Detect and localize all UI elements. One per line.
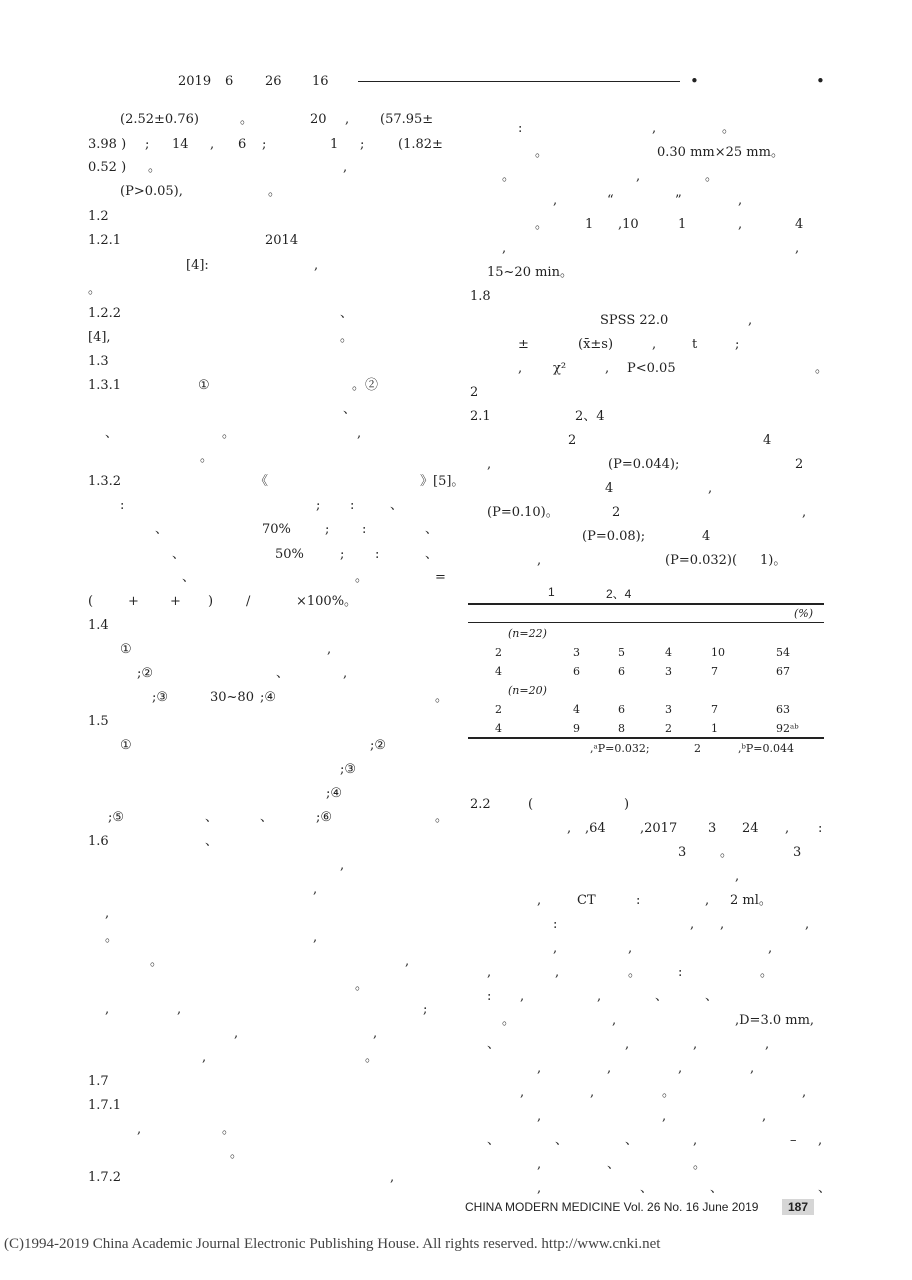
table-cell: 9 (573, 722, 580, 735)
text-fragment: 。 (535, 145, 549, 160)
text-fragment: 、 (205, 834, 219, 849)
text-fragment: : (518, 121, 523, 136)
text-fragment: , (502, 241, 507, 256)
text-fragment: 。 (760, 965, 774, 980)
text-fragment: , (234, 1026, 239, 1041)
text-fragment: , (628, 941, 633, 956)
text-fragment: ,D=3.0 mm, (735, 1013, 815, 1028)
text-fragment: 、 (182, 570, 196, 585)
text-fragment: 。 (502, 169, 516, 184)
text-fragment: ± (518, 337, 529, 352)
text-fragment: , (605, 361, 610, 376)
text-fragment: , (105, 906, 110, 921)
table-top-rule (468, 603, 824, 605)
table-row-label: 4 (495, 722, 502, 735)
text-fragment: , (518, 361, 523, 376)
text-fragment: 、 (105, 426, 119, 441)
text-fragment: 、 (425, 522, 439, 537)
text-fragment: 2 (795, 457, 804, 472)
text-fragment: SPSS 22.0 (600, 313, 669, 328)
copyright-line: (C)1994-2019 China Academic Journal Electronic Publishing House. All rights reserved. http://www.cnki.net (4, 1236, 661, 1252)
text-fragment: (2.52±0.76) (120, 112, 199, 127)
text-fragment: , (802, 505, 807, 520)
text-fragment: ; (262, 137, 267, 152)
text-fragment: 6 (238, 137, 247, 152)
table-cell: 7 (711, 665, 718, 678)
text-fragment: 。 (240, 112, 254, 127)
header-bullet-2: • (816, 72, 825, 90)
text-fragment: 2.1 (470, 409, 491, 424)
text-fragment: 。 (150, 954, 164, 969)
text-fragment: 70% (262, 522, 291, 537)
table-header-rule (468, 622, 824, 623)
text-fragment: 。 (815, 361, 829, 376)
text-fragment: , (137, 1122, 142, 1137)
text-fragment: 30~80 (210, 690, 254, 705)
text-fragment: 4 (605, 481, 614, 496)
text-fragment: , (390, 1170, 395, 1185)
text-fragment: 1.7.2 (88, 1170, 122, 1185)
header-bullet-1: • (690, 72, 699, 90)
text-fragment: ; (340, 547, 345, 562)
table-cell: 3 (573, 646, 580, 659)
table-cell: 2 (665, 722, 672, 735)
text-fragment: ,64 (585, 821, 606, 836)
text-fragment: , (487, 457, 492, 472)
header-day: 26 (265, 74, 282, 89)
text-fragment: 1 (330, 137, 339, 152)
table-row-label: 4 (495, 665, 502, 678)
text-fragment: 1.2.2 (88, 306, 122, 321)
text-fragment: , (625, 1037, 630, 1052)
text-fragment: , (357, 426, 362, 441)
text-fragment: 、 (710, 1181, 724, 1196)
text-fragment: , (693, 1133, 698, 1148)
text-fragment: , (520, 989, 525, 1004)
table-note-week: 2 (694, 742, 701, 755)
text-fragment: ; (316, 498, 321, 513)
text-fragment: + (128, 594, 139, 609)
text-fragment: , (487, 965, 492, 980)
table-caption-groups: 2、4 (606, 587, 632, 601)
text-fragment: , (343, 160, 348, 175)
table-cell: 6 (618, 703, 625, 716)
page-number: 187 (782, 1199, 814, 1215)
text-fragment: , (177, 1002, 182, 1017)
text-fragment: 1.2.1 (88, 233, 122, 248)
text-fragment: 2、4 (575, 409, 605, 424)
text-fragment: [4], (88, 330, 111, 345)
text-fragment: 、 (705, 989, 719, 1004)
text-fragment: 4 (702, 529, 711, 544)
text-fragment: , (735, 869, 740, 884)
text-fragment: , (738, 193, 743, 208)
text-fragment: ×100%。 (296, 594, 358, 609)
text-fragment: , (553, 193, 558, 208)
text-fragment: , (765, 1037, 770, 1052)
text-fragment: (P=0.032)( (665, 553, 738, 568)
text-fragment: 2 ml。 (730, 893, 772, 908)
text-fragment: 。 (230, 1146, 244, 1161)
text-fragment: 1.7.1 (88, 1098, 122, 1113)
text-fragment: , (520, 1085, 525, 1100)
table-cell: 1 (711, 722, 718, 735)
text-fragment: , (708, 481, 713, 496)
text-fragment: 。 (355, 978, 369, 993)
text-fragment: 、 (172, 547, 186, 562)
text-fragment: 1.4 (88, 618, 109, 633)
text-fragment: , (748, 313, 753, 328)
table-cell: 6 (573, 665, 580, 678)
text-fragment: 2 (470, 385, 479, 400)
text-fragment: , (597, 989, 602, 1004)
text-fragment: 1)。 (760, 553, 787, 568)
text-fragment: , (636, 169, 641, 184)
text-fragment: : (375, 547, 380, 562)
journal-footer: CHINA MODERN MEDICINE Vol. 26 No. 16 June 2019 (465, 1200, 759, 1214)
text-fragment: 。 (355, 570, 369, 585)
table-group-label: (n=20) (508, 684, 547, 697)
text-fragment: , (805, 917, 810, 932)
text-fragment: t (692, 337, 698, 352)
text-fragment: 。 (502, 1013, 516, 1028)
text-fragment: , (818, 1133, 823, 1148)
text-fragment: ;⑥ (316, 810, 333, 825)
text-fragment: 。 (535, 217, 549, 232)
table-cell: 5 (618, 646, 625, 659)
text-fragment: = (435, 570, 446, 585)
text-fragment: P<0.05 (627, 361, 676, 376)
text-fragment: , (313, 882, 318, 897)
text-fragment: 3 (793, 845, 802, 860)
text-fragment: (P=0.10)。 (487, 505, 559, 520)
text-fragment: ) (624, 797, 630, 812)
text-fragment: , (343, 666, 348, 681)
table-cell: 7 (711, 703, 718, 716)
text-fragment: , (537, 1157, 542, 1172)
text-fragment: 15~20 min。 (487, 265, 573, 280)
text-fragment: , (802, 1085, 807, 1100)
text-fragment: , (607, 1061, 612, 1076)
text-fragment: 2.2 (470, 797, 491, 812)
text-fragment: 、 (487, 1133, 501, 1148)
text-fragment: 1.3 (88, 354, 109, 369)
text-fragment: : (120, 498, 125, 513)
text-fragment: , (373, 1026, 378, 1041)
text-fragment: 、 (205, 810, 219, 825)
text-fragment: 。 (628, 965, 642, 980)
table-row-label: 2 (495, 703, 502, 716)
text-fragment: , (553, 941, 558, 956)
text-fragment: 0.30 mm×25 mm。 (657, 145, 784, 160)
table-caption-number: 1 (548, 585, 555, 599)
table-cell: 54 (776, 646, 790, 659)
text-fragment: 。 (662, 1085, 676, 1100)
text-fragment: 。 (148, 160, 162, 175)
text-fragment: 2 (568, 433, 577, 448)
text-fragment: 1 (678, 217, 687, 232)
table-cell: 6 (618, 665, 625, 678)
table-unit: (%) (794, 607, 814, 620)
table-cell: 3 (665, 665, 672, 678)
text-fragment: : (818, 821, 823, 836)
text-fragment: , (738, 217, 743, 232)
text-fragment: 、 (340, 306, 354, 321)
text-fragment: ” (675, 193, 682, 208)
text-fragment: , (537, 553, 542, 568)
text-fragment: 4 (795, 217, 804, 232)
text-fragment: / (246, 594, 251, 609)
text-fragment: ① (198, 378, 210, 393)
text-fragment: , (314, 258, 319, 273)
table-group-label: (n=22) (508, 627, 547, 640)
table-cell: 92ᵃᵇ (776, 722, 799, 735)
table-cell: 10 (711, 646, 725, 659)
table-bottom-rule (468, 737, 824, 739)
text-fragment: : (553, 917, 558, 932)
text-fragment: : (636, 893, 641, 908)
text-fragment: , (537, 1061, 542, 1076)
text-fragment: 。 (222, 426, 236, 441)
text-fragment: , (202, 1050, 207, 1065)
text-fragment: , (105, 1002, 110, 1017)
text-fragment: 》[5]。 (420, 474, 465, 489)
text-fragment: 1.6 (88, 834, 109, 849)
text-fragment: ;④ (326, 786, 343, 801)
text-fragment: , (768, 941, 773, 956)
text-fragment: 24 (742, 821, 759, 836)
text-fragment: : (487, 989, 492, 1004)
text-fragment: , (313, 930, 318, 945)
text-fragment: 。 (365, 1050, 379, 1065)
text-fragment: ; (325, 522, 330, 537)
table-row-label: 2 (495, 646, 502, 659)
text-fragment: 2014 (265, 233, 299, 248)
table-cell: 3 (665, 703, 672, 716)
text-fragment: : (350, 498, 355, 513)
text-fragment: , (662, 1109, 667, 1124)
text-fragment: 3 (708, 821, 717, 836)
text-fragment: , (537, 1109, 542, 1124)
text-fragment: , (405, 954, 410, 969)
text-fragment: , (652, 121, 657, 136)
text-fragment: , (612, 1013, 617, 1028)
text-fragment: , (705, 893, 710, 908)
text-fragment: – (790, 1133, 797, 1148)
text-fragment: ;③ (152, 690, 169, 705)
text-fragment: 0.52 ) (88, 160, 127, 175)
text-fragment: 、 (155, 522, 169, 537)
text-fragment: 14 (172, 137, 189, 152)
text-fragment: , (210, 137, 215, 152)
text-fragment: ① (120, 642, 132, 657)
table-cell: 67 (776, 665, 790, 678)
text-fragment: ; (735, 337, 740, 352)
text-fragment: 。② (352, 378, 379, 393)
text-fragment: , (762, 1109, 767, 1124)
text-fragment: , (555, 965, 560, 980)
text-fragment: [4]: (186, 258, 209, 273)
text-fragment: ; (360, 137, 365, 152)
text-fragment: 1.7 (88, 1074, 109, 1089)
text-fragment: (57.95± (380, 112, 434, 127)
text-fragment: ,2017 (640, 821, 678, 836)
text-fragment: 。 (200, 450, 214, 465)
text-fragment: 1.3.2 (88, 474, 122, 489)
text-fragment: 。 (722, 121, 736, 136)
text-fragment: , (537, 893, 542, 908)
text-fragment: , (537, 1181, 542, 1196)
text-fragment: 。 (705, 169, 719, 184)
text-fragment: “ (607, 193, 614, 208)
table-cell: 63 (776, 703, 790, 716)
text-fragment: , (652, 337, 657, 352)
text-fragment: , (345, 112, 350, 127)
text-fragment: 《 (255, 474, 269, 489)
header-issue: 16 (312, 74, 329, 89)
text-fragment: ( (88, 594, 94, 609)
text-fragment: , (678, 1061, 683, 1076)
text-fragment: 1.2 (88, 209, 109, 224)
text-fragment: 。 (105, 930, 119, 945)
text-fragment: , (785, 821, 790, 836)
table-cell: 4 (573, 703, 580, 716)
text-fragment: ) (208, 594, 214, 609)
text-fragment: + (170, 594, 181, 609)
text-fragment: ① (120, 738, 132, 753)
text-fragment: 、 (276, 666, 290, 681)
text-fragment: 1.3.1 (88, 378, 122, 393)
header-rule (358, 81, 680, 82)
text-fragment: 。 (222, 1122, 236, 1137)
text-fragment: ;② (370, 738, 387, 753)
text-fragment: 2 (612, 505, 621, 520)
text-fragment: , (750, 1061, 755, 1076)
text-fragment: 、 (655, 989, 669, 1004)
text-fragment: 。 (88, 282, 102, 297)
text-fragment: : (678, 965, 683, 980)
text-fragment: (x̄±s) (578, 337, 614, 352)
text-fragment: 3.98 ) (88, 137, 127, 152)
table-note-b: ,ᵇP=0.044 (738, 742, 795, 755)
text-fragment: ;③ (340, 762, 357, 777)
text-fragment: 、 (625, 1133, 639, 1148)
text-fragment: (P>0.05), (120, 184, 183, 199)
text-fragment: 。 (340, 330, 354, 345)
text-fragment: (P=0.08); (582, 529, 646, 544)
text-fragment: 4 (763, 433, 772, 448)
text-fragment: 、 (487, 1037, 501, 1052)
text-fragment: 20 (310, 112, 327, 127)
text-fragment: , (567, 821, 572, 836)
text-fragment: , (690, 917, 695, 932)
text-fragment: 。 (693, 1157, 707, 1172)
text-fragment: 、 (425, 547, 439, 562)
text-fragment: 、 (343, 402, 357, 417)
text-fragment: : (362, 522, 367, 537)
text-fragment: (1.82± (398, 137, 443, 152)
text-fragment: , (720, 917, 725, 932)
text-fragment: 。 (435, 810, 449, 825)
table-note-a: ,ᵃP=0.032; (590, 742, 650, 755)
text-fragment: ; (145, 137, 150, 152)
text-fragment: 1.8 (470, 289, 491, 304)
text-fragment: 、 (390, 498, 404, 513)
text-fragment: , (327, 642, 332, 657)
text-fragment: ;⑤ (108, 810, 125, 825)
text-fragment: , (693, 1037, 698, 1052)
header-year: 2019 (178, 74, 212, 89)
text-fragment: CT (577, 893, 596, 908)
text-fragment: 50% (275, 547, 304, 562)
text-fragment: 3 (678, 845, 687, 860)
table-cell: 8 (618, 722, 625, 735)
text-fragment: 1 (585, 217, 594, 232)
text-fragment: 。 (268, 184, 282, 199)
text-fragment: χ² (553, 361, 567, 376)
text-fragment: ,10 (618, 217, 639, 232)
text-fragment: ;② (137, 666, 154, 681)
text-fragment: (P=0.044); (608, 457, 680, 472)
text-fragment: ( (528, 797, 534, 812)
text-fragment: 。 (720, 845, 734, 860)
text-fragment: , (340, 858, 345, 873)
text-fragment: 。 (435, 690, 449, 705)
header-month: 6 (225, 74, 234, 89)
text-fragment: 、 (607, 1157, 621, 1172)
text-fragment: ; (423, 1002, 428, 1017)
text-fragment: 、 (818, 1181, 832, 1196)
text-fragment: 、 (260, 810, 274, 825)
text-fragment: 1.5 (88, 714, 109, 729)
text-fragment: 、 (640, 1181, 654, 1196)
table-cell: 4 (665, 646, 672, 659)
text-fragment: 、 (555, 1133, 569, 1148)
text-fragment: , (590, 1085, 595, 1100)
text-fragment: , (795, 241, 800, 256)
text-fragment: ;④ (260, 690, 277, 705)
